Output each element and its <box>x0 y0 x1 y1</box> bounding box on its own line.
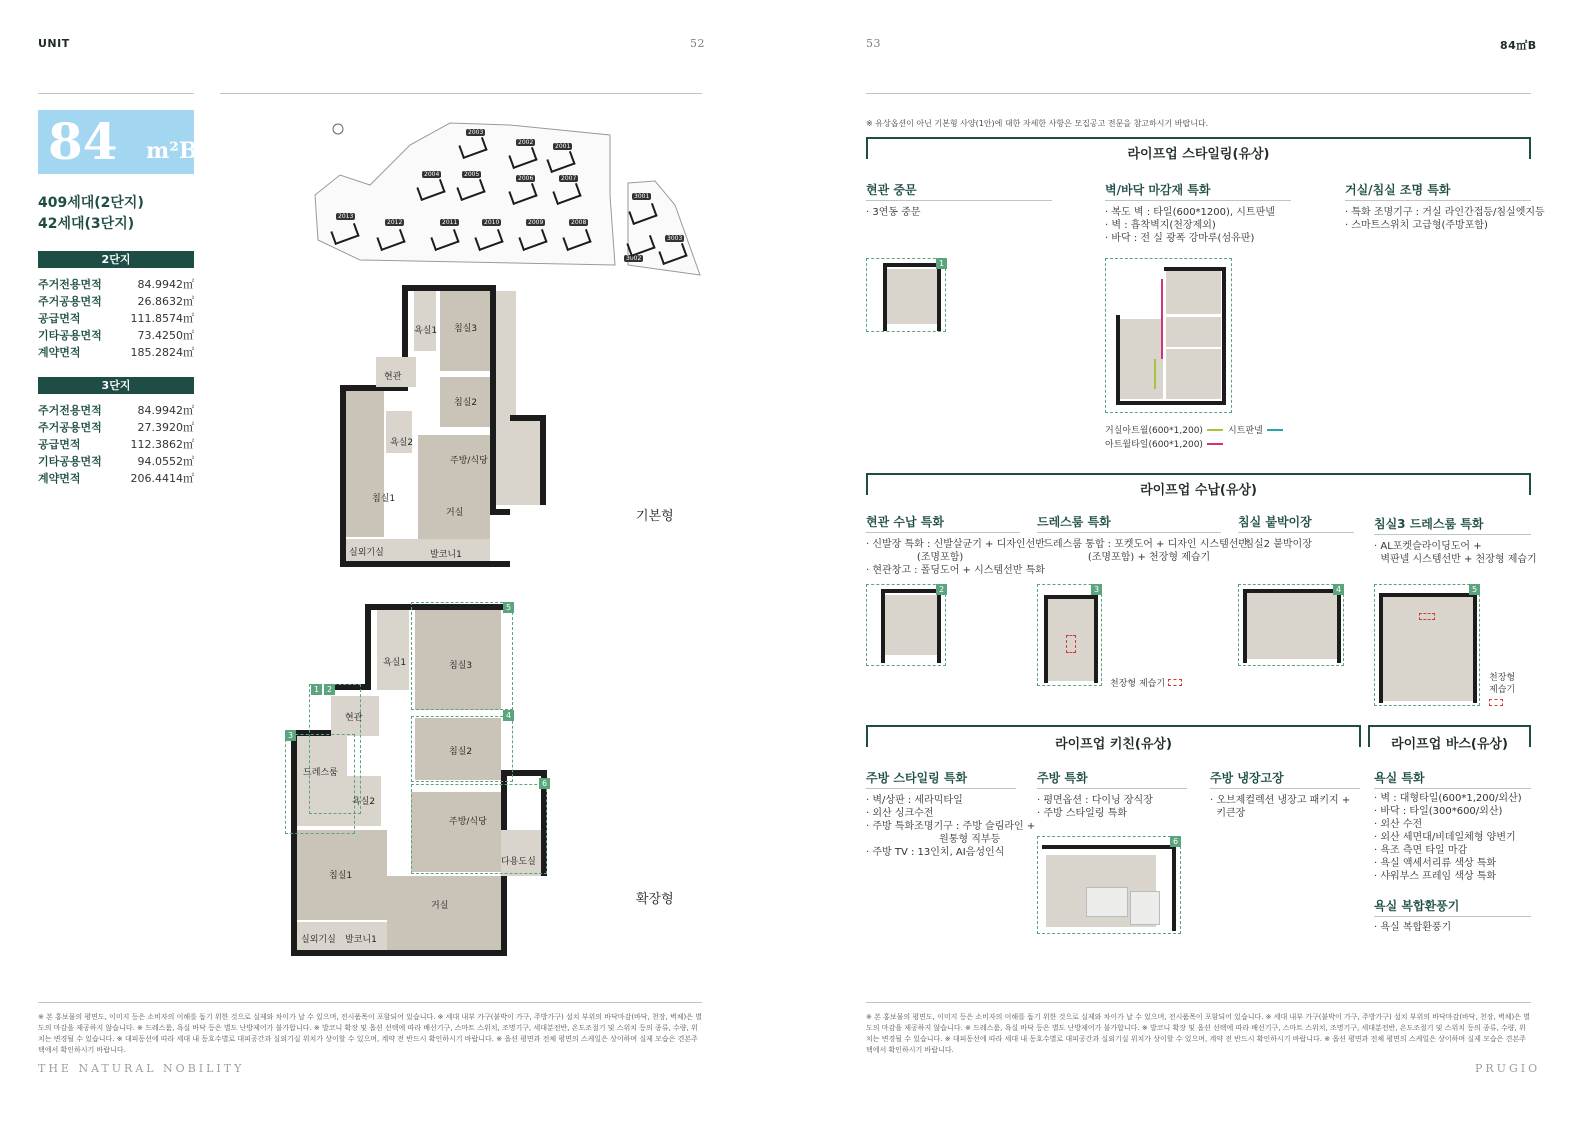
subheading: 현관 중문 <box>866 183 917 197</box>
wall <box>365 604 371 684</box>
dehumidifier-legend <box>1110 676 1182 689</box>
area-value: 84.9942㎡ <box>137 404 194 417</box>
legend-item <box>1105 423 1223 436</box>
room-label: 현관 <box>345 713 363 723</box>
option-tag: 4 <box>503 710 514 721</box>
area-row <box>38 276 194 293</box>
dehumidifier-icon <box>1489 699 1503 706</box>
room-living <box>387 876 501 950</box>
spec-list: · AL포켓슬라이딩도어 + 벽판넬 시스템선반 + 천장형 제습기 <box>1374 541 1537 565</box>
spec-list: · 벽 : 대형타일(600*1,200/외산) · 바닥 : 타일(300*600/외산) · 외산 수전 · 외산 세면대/비데일체형 양변기 · 욕조 측면 타일 마감 · 욕실 액세서리류 색상 특화 · 샤워부스 프레임 색상 특화 <box>1374 793 1522 882</box>
area-row <box>38 293 194 310</box>
option-tag: 5 <box>503 602 514 613</box>
area-value: 26.8632㎡ <box>137 295 194 308</box>
area-row <box>38 453 194 470</box>
sub-divider <box>866 788 1016 789</box>
room-label: 다용도실 <box>501 857 536 867</box>
area-label: 계약면적 <box>38 472 81 485</box>
spec-list: · 신발장 특화 : 신발살균기 + 디자인선반 (조명포함) · 현관창고 : 폴딩도어 + 시스템선반 특화 <box>866 539 1045 576</box>
spec-list: · 드레스룸 통합 : 포켓도어 + 디자인 시스템선반 (조명포함) + 천장형 제습기 <box>1037 539 1249 563</box>
complex2-bar: 2단지 <box>38 251 194 268</box>
room-label: 욕실1 <box>414 326 438 336</box>
option-tag: 6 <box>1170 836 1181 847</box>
room-label: 거실 <box>446 508 464 518</box>
building-label: 3003 <box>667 235 683 242</box>
building-label: 2004 <box>424 171 440 178</box>
room-label: 침실1 <box>372 494 396 504</box>
section-title-styling: 라이프업 스타일링(유상) <box>1127 147 1270 162</box>
area-label: 주거전용면적 <box>38 278 102 291</box>
room-bed1 <box>346 391 384 537</box>
footnote-right: ※ 본 홍보물의 평면도, 이미지 등은 소비자의 이해를 돕기 위한 것으로 실제와 차이가 날 수 있으며, 전시품목이 포함되어 있습니다. ※ 세대 내부 가구(붙박이 가구, 주방가구) 설치 부위의 바닥마감(바닥, 천장, 벽체)은 별도의 마감을 제공하지 않습니다. ※ 드레스룸, 욕실 바닥 등은 별도 난방제어가 불가합니다. ※ 발코니 확장 및 옵션 선택에 따라 배선기구, 스마트 스위치, 조명기구, 세대분전반, 온도조절기 및 스위치 등의 종류, 수량, 위치는 변경될 수 있습니다. ※ 대피동선에 따라 세대 내 동호수별로 대피공간과 실외기실 위치가 상이할 수 있으며, 계약 전 반드시 확인하시기 바랍니다. ※ 옵션 평면과 전체 평면의 스케일은 상이하며 실제 모습은 견본주택에서 확인하시기 바랍니다. <box>866 1013 1531 1054</box>
option-tag: 2 <box>324 684 335 695</box>
area-value: 94.0552㎡ <box>137 455 194 468</box>
page-header-label: UNIT <box>38 37 70 50</box>
spec-list: · 욕실 복합환풍기 <box>1374 922 1452 933</box>
thumbnail-finish-plan <box>1105 258 1232 413</box>
building-label: 2003 <box>468 129 484 136</box>
footnote-left: ※ 본 홍보물의 평면도, 이미지 등은 소비자의 이해를 돕기 위한 것으로 실제와 차이가 날 수 있으며, 전시품목이 포함되어 있습니다. ※ 세대 내부 가구(붙박이 가구, 주방가구) 설치 부위의 바닥마감(바닥, 천장, 벽체)은 별도의 마감을 제공하지 않습니다. ※ 드레스룸, 욕실 바닥 등은 별도 난방제어가 불가합니다. ※ 발코니 확장 및 옵션 선택에 따라 배선기구, 스마트 스위치, 조명기구, 세대분전반, 온도조절기 및 스위치 등의 종류, 수량, 위치는 변경될 수 있습니다. ※ 대피동선에 따라 세대 내 동호수별로 대피공간과 실외기실 위치가 상이할 수 있으며, 계약 전 반드시 확인하시기 바랍니다. ※ 옵션 평면과 전체 평면의 스케일은 상이하며 실제 모습은 견본주택에서 확인하시기 바랍니다. <box>38 1013 703 1054</box>
building-label: 2011 <box>442 219 458 226</box>
option-tag: 1 <box>936 258 947 269</box>
area-label: 주거전용면적 <box>38 404 102 417</box>
section-title-storage: 라이프업 수납(유상) <box>1140 483 1257 498</box>
area-row <box>38 402 194 419</box>
area-value: 73.4250㎡ <box>137 329 194 342</box>
sub-divider <box>1037 532 1221 533</box>
room-label: 실외기실 <box>349 548 384 558</box>
area-value: 185.2824㎡ <box>130 346 194 359</box>
dehumidifier-note: 천장형 제습기 <box>1489 673 1516 695</box>
page-number-right: 53 <box>866 37 881 50</box>
room-bath1 <box>414 291 436 351</box>
legend-label: 천장형 제습기 <box>1110 679 1166 689</box>
room-label: 실외기실 <box>301 935 336 945</box>
room-label: 드레스룸 <box>303 768 338 778</box>
building-label: 2005 <box>464 171 480 178</box>
thumbnail-bedroom3 <box>1374 584 1480 706</box>
plan-name-expanded: 확장형 <box>636 892 674 907</box>
building-label: 2007 <box>561 175 577 182</box>
room-label: 발코니1 <box>345 935 377 945</box>
building-label: 2013 <box>338 213 354 220</box>
room-label: 거실 <box>431 901 449 911</box>
spec-list: · 벽/상판 : 세라믹타일 · 외산 싱크수전 · 주방 특화조명기구 : 주방 슬림라인 + 원통형 직부등 · 주방 TV : 13인치, AI음성인식 <box>866 795 1036 858</box>
subheading: 욕실 특화 <box>1374 771 1425 785</box>
option-tag: 6 <box>539 778 550 789</box>
households-complex3: 42세대(3단지) <box>38 216 135 232</box>
subheading: 거실/침실 조명 특화 <box>1345 183 1451 197</box>
area-label: 기타공용면적 <box>38 329 102 342</box>
spec-list: · 3연동 중문 <box>866 207 921 218</box>
spec-list: · 특화 조명기구 : 거실 라인간접등/침실엣지등 · 스마트스위치 고급형(주방포함) <box>1345 207 1545 231</box>
legend-swatch <box>1207 429 1223 431</box>
area-value: 84.9942㎡ <box>137 278 194 291</box>
wall <box>340 561 510 567</box>
room-label: 발코니1 <box>430 550 462 560</box>
divider <box>38 93 194 94</box>
room-label: 주방/식당 <box>450 456 488 466</box>
area-row <box>38 344 194 361</box>
site-map <box>310 115 705 280</box>
room-label: 침실3 <box>449 661 473 671</box>
legend-swatch <box>1267 429 1283 431</box>
wall <box>291 950 501 956</box>
unit-type-suffix: m²B <box>146 138 198 164</box>
section-title-kitchen: 라이프업 키친(유상) <box>1055 737 1172 752</box>
building-label: 2010 <box>484 219 500 226</box>
area-label: 기타공용면적 <box>38 455 102 468</box>
unit-type-badge <box>38 110 198 174</box>
spec-list: · 복도 벽 : 타일(600*1200), 시트판넬 · 벽 : 흡착벽지(천장제외) · 바닥 : 전 실 광폭 강마루(섬유판) <box>1105 207 1275 244</box>
room-bath1 <box>377 610 409 690</box>
thumbnail-entry-storage <box>866 584 946 666</box>
page-header-unit: 84㎡B <box>1500 39 1537 52</box>
room-label: 욕실2 <box>352 797 376 807</box>
floor-plan-basic <box>340 285 550 567</box>
sub-divider <box>1238 532 1354 533</box>
sub-divider <box>1210 788 1360 789</box>
option-tag: 3 <box>1091 584 1102 595</box>
area-row <box>38 419 194 436</box>
room-kitchen-living <box>418 435 490 545</box>
legend-item <box>1105 437 1223 450</box>
building-label: 2012 <box>387 219 403 226</box>
thumbnail-dressroom <box>1037 584 1102 686</box>
divider <box>220 93 702 94</box>
area-row <box>38 310 194 327</box>
room-label: 욕실1 <box>383 658 407 668</box>
sub-divider <box>866 200 1052 201</box>
legend-label: 시트판넬 <box>1228 426 1263 436</box>
legend-item <box>1228 423 1283 436</box>
building-label: 2001 <box>555 143 571 150</box>
households-complex2: 409세대(2단지) <box>38 195 144 211</box>
complex3-bar: 3단지 <box>38 377 194 394</box>
spec-list: · 침실2 붙박이장 <box>1238 539 1312 550</box>
sub-divider <box>1105 200 1291 201</box>
floor-plan-expanded <box>285 600 555 960</box>
area-label: 공급면적 <box>38 312 81 325</box>
area-value: 27.3920㎡ <box>137 421 194 434</box>
area-label: 계약면적 <box>38 346 81 359</box>
sub-divider <box>1345 200 1531 201</box>
room-label: 침실2 <box>454 398 478 408</box>
subheading: 주방 특화 <box>1037 771 1088 785</box>
area-value: 112.3862㎡ <box>130 438 194 451</box>
legend-swatch <box>1207 443 1223 445</box>
unit-type-number: 84 <box>48 112 118 171</box>
area-row <box>38 470 194 487</box>
room-utility <box>496 421 540 505</box>
area-label: 주거공용면적 <box>38 421 102 434</box>
room-label: 침실1 <box>329 871 353 881</box>
sub-divider <box>1374 534 1531 535</box>
option-zone <box>411 602 513 710</box>
sub-divider <box>1374 788 1531 789</box>
option-tag: 2 <box>936 584 947 595</box>
divider <box>866 1002 1531 1003</box>
area-value: 206.4414㎡ <box>130 472 194 485</box>
building-label: 2002 <box>518 139 534 146</box>
subheading: 주방 스타일링 특화 <box>866 771 968 785</box>
dehumidifier-icon <box>1168 679 1182 686</box>
subheading: 주방 냉장고장 <box>1210 771 1284 785</box>
sub-divider <box>1374 916 1531 917</box>
room-label: 침실3 <box>454 324 478 334</box>
subheading: 침실 붙박이장 <box>1238 515 1312 529</box>
option-tag: 4 <box>1333 584 1344 595</box>
subheading: 침실3 드레스룸 특화 <box>1374 517 1484 531</box>
thumbnail-kitchen <box>1037 836 1181 934</box>
area-value: 111.8574㎡ <box>130 312 194 325</box>
building-label: 2009 <box>528 219 544 226</box>
subheading: 드레스룸 특화 <box>1037 515 1111 529</box>
sub-divider <box>1037 788 1187 789</box>
area-row <box>38 327 194 344</box>
area-label: 공급면적 <box>38 438 81 451</box>
option-zone <box>285 734 355 834</box>
spec-list: · 평면옵션 : 다이닝 장식장 · 주방 스타일링 특화 <box>1037 795 1153 819</box>
area-label: 주거공용면적 <box>38 295 102 308</box>
area-row <box>38 436 194 453</box>
divider <box>866 93 1531 94</box>
divider <box>38 1002 702 1003</box>
building-label: 2006 <box>518 175 534 182</box>
building-label: 3002 <box>626 255 642 262</box>
wall <box>490 509 510 515</box>
building-label: 2008 <box>571 219 587 226</box>
option-tag: 3 <box>285 730 296 741</box>
subheading: 현관 수납 특화 <box>866 515 944 529</box>
room-label: 주방/식당 <box>449 817 487 827</box>
sub-divider <box>866 532 1020 533</box>
notice-text: ※ 유상옵션이 아닌 기본형 사양(1안)에 대한 자세한 사항은 모집공고 전문을 참고하시기 바랍니다. <box>866 119 1209 128</box>
room-label: 침실2 <box>449 747 473 757</box>
brand-logo: PRUGIO <box>1475 1062 1541 1075</box>
legend-label: 거실아트월(600*1,200) <box>1105 426 1203 436</box>
option-tag: 1 <box>311 684 322 695</box>
brand-tagline: THE NATURAL NOBILITY <box>38 1062 245 1075</box>
page-number-left: 52 <box>690 37 705 50</box>
thumbnail-entry-door <box>866 258 946 332</box>
room-label: 욕실2 <box>390 438 414 448</box>
spec-list: · 오브제컬렉션 냉장고 패키지 + 키큰장 <box>1210 795 1351 819</box>
section-title-bath: 라이프업 바스(유상) <box>1391 737 1508 752</box>
building-label: 3001 <box>634 193 650 200</box>
plan-name-basic: 기본형 <box>636 509 674 524</box>
thumbnail-bedroom2 <box>1238 584 1344 666</box>
option-tag: 5 <box>1469 584 1480 595</box>
wall <box>540 415 546 505</box>
room-label: 현관 <box>384 372 402 382</box>
legend-label: 아트월타일(600*1,200) <box>1105 440 1203 450</box>
subheading: 벽/바닥 마감재 특화 <box>1105 183 1211 197</box>
subheading: 욕실 복합환풍기 <box>1374 899 1460 913</box>
